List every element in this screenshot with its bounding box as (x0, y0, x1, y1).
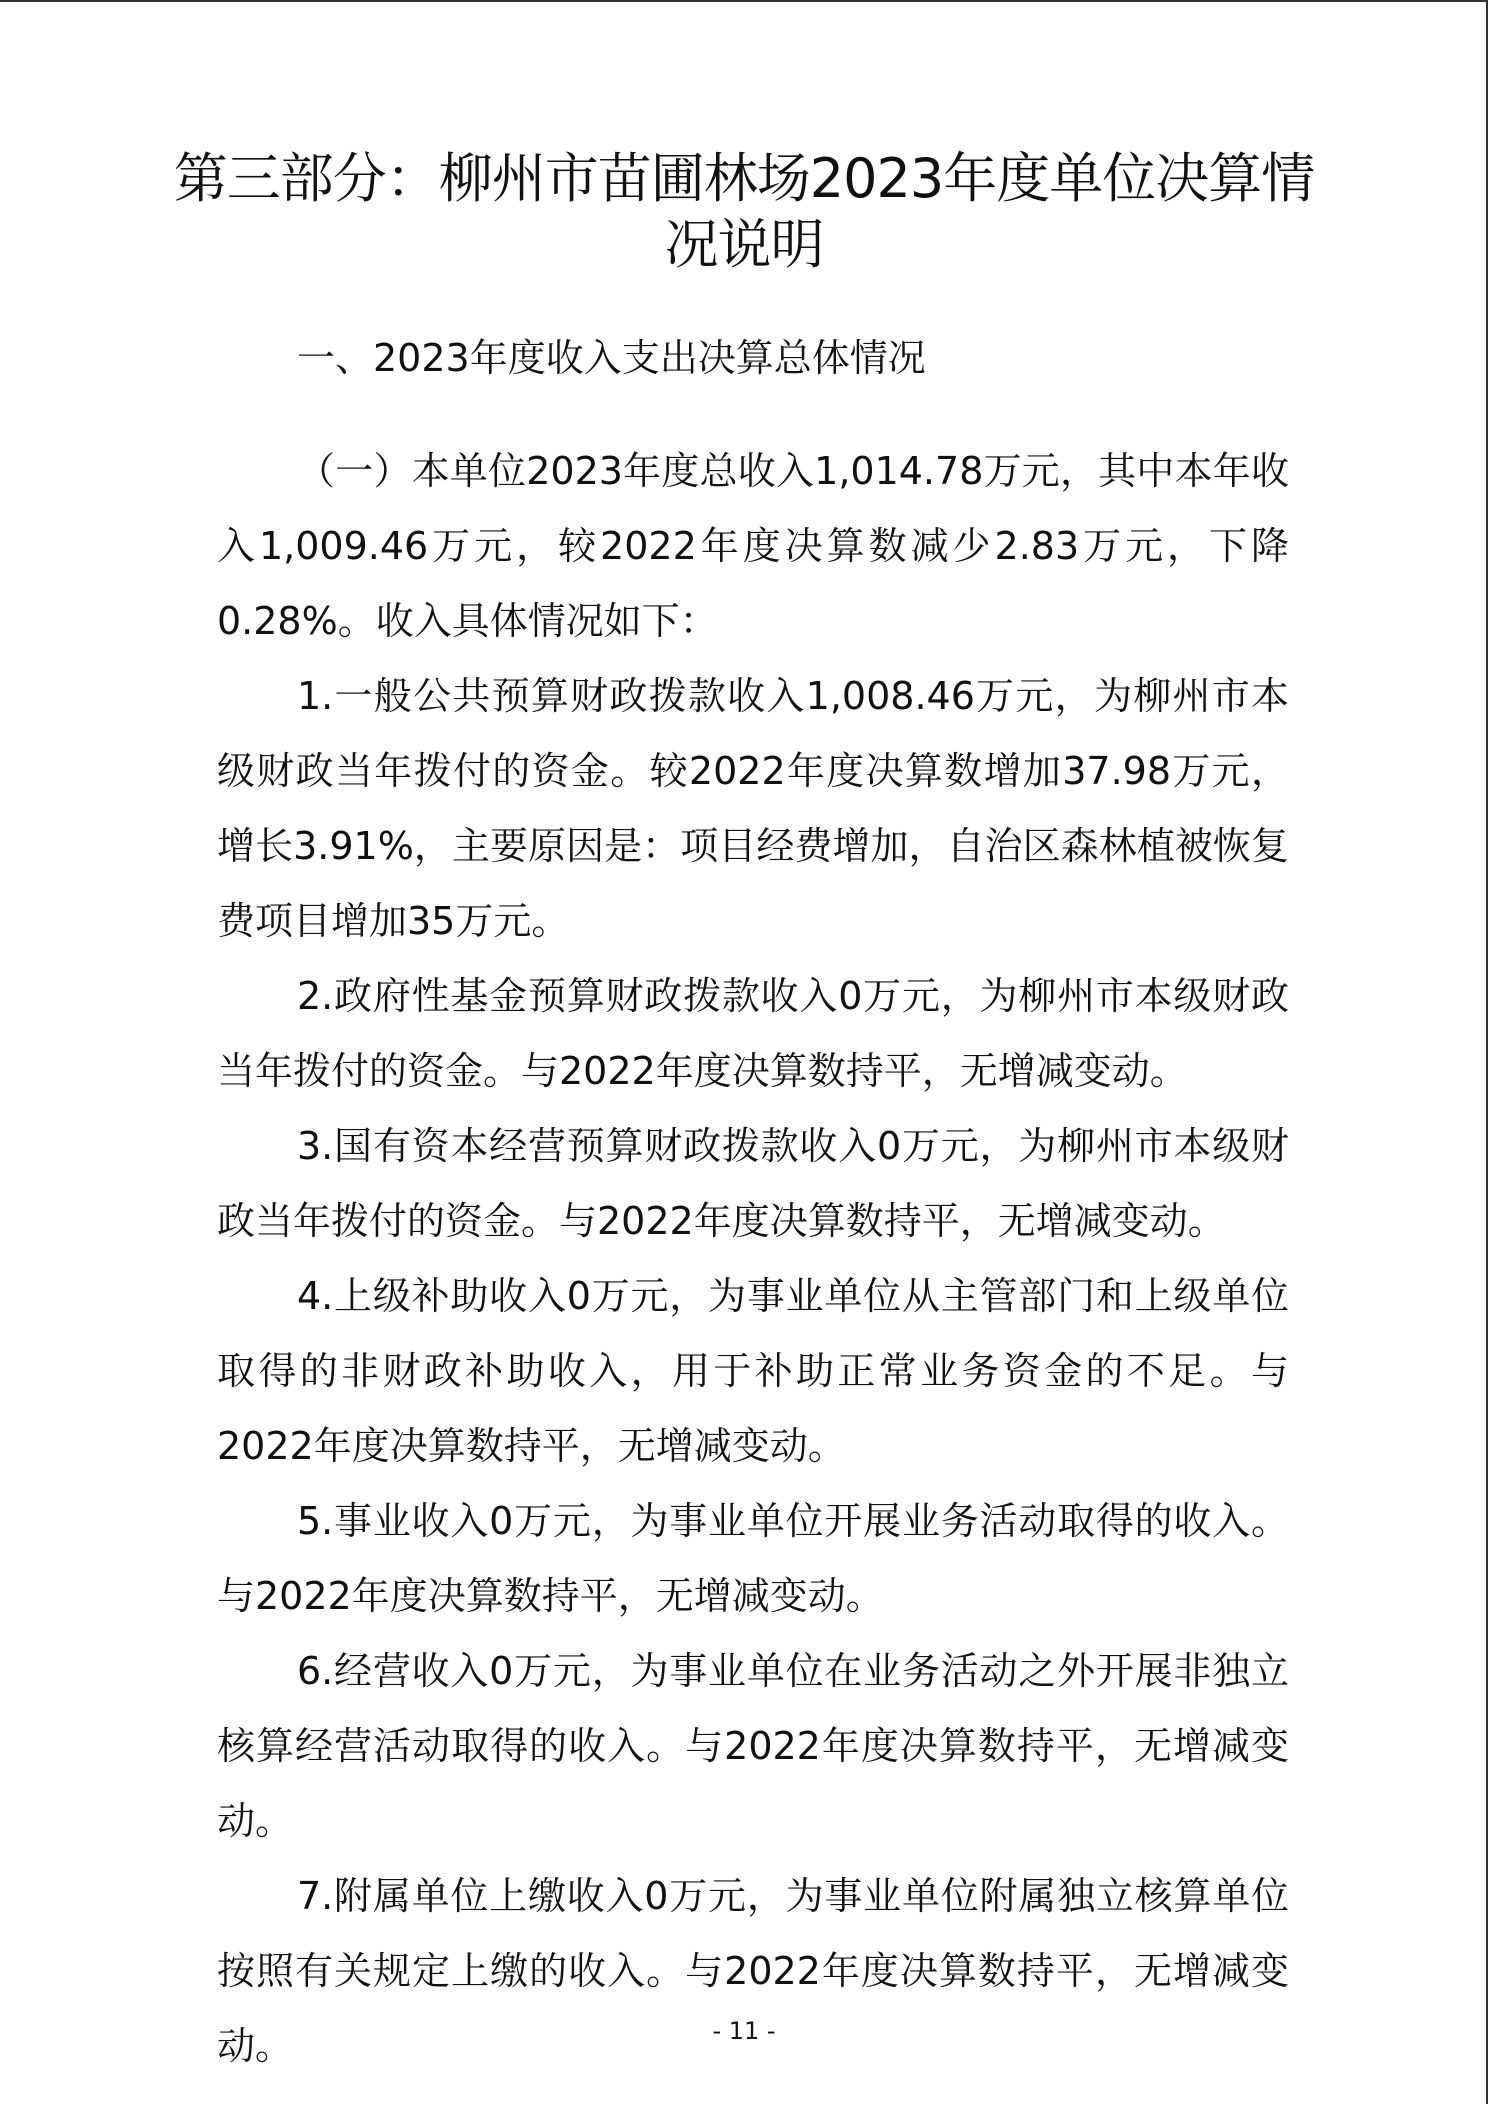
paragraph-affiliated-income: 7.附属单位上缴收入0万元，为事业单位附属独立核算单位按照有关规定上缴的收入。与2022年度决算数持平，无增减变动。 (217, 1874, 1289, 2068)
paragraph-business-income: 5.事业收入0万元，为事业单位开展业务活动取得的收入。与2022年度决算数持平，无增减变动。 (217, 1499, 1289, 1618)
paragraph-general-budget: 1.一般公共预算财政拨款收入1,008.46万元，为柳州市本级财政当年拨付的资金。较2022年度决算数增加37.98万元，增长3.91%，主要原因是：项目经费增加，自治区森林植被恢复费项目增加35万元。 (217, 674, 1289, 943)
paragraph-government-fund: 2.政府性基金预算财政拨款收入0万元，为柳州市本级财政当年拨付的资金。与2022年度决算数持平，无增减变动。 (217, 974, 1289, 1093)
paragraph-superior-subsidy: 4.上级补助收入0万元，为事业单位从主管部门和上级单位取得的非财政补助收入，用于补助正常业务资金的不足。与2022年度决算数持平，无增减变动。 (217, 1274, 1289, 1468)
paragraph-total-income: （一）本单位2023年度总收入1,014.78万元，其中本年收入1,009.46万元，较2022年度决算数减少2.83万元，下降0.28%。收入具体情况如下： (217, 449, 1289, 643)
page-title: 第三部分：柳州市苗圃林场2023年度单位决算情况说明 (173, 147, 1315, 276)
document-body (217, 320, 1289, 2084)
page-number: - 11 - (712, 2017, 776, 2045)
section-heading: 一、2023年度收入支出决算总体情况 (297, 336, 926, 380)
paragraph-operating-income: 6.经营收入0万元，为事业单位在业务活动之外开展非独立核算经营活动取得的收入。与2022年度决算数持平，无增减变动。 (217, 1649, 1289, 1843)
paragraph-state-capital: 3.国有资本经营预算财政拨款收入0万元，为柳州市本级财政当年拨付的资金。与2022年度决算数持平，无增减变动。 (217, 1124, 1289, 1243)
